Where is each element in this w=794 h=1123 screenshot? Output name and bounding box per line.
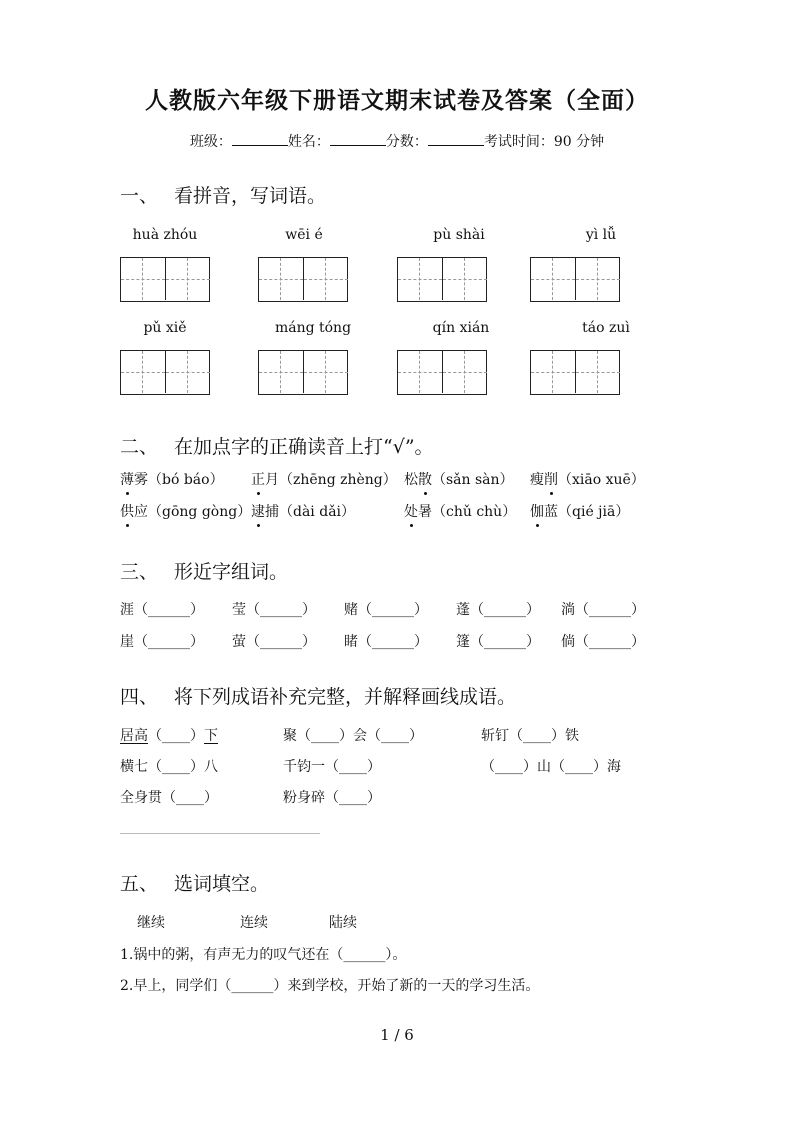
writing-box-3[interactable] [397, 257, 487, 302]
section-4-heading [120, 682, 516, 709]
pronunciation-item[interactable]: 松散（sǎn sàn） [404, 469, 514, 489]
class-blank[interactable] [232, 133, 288, 146]
section-4-title: 将下列成语补充完整，并解释画线成语。 [174, 686, 517, 708]
class-label: 班级： [189, 134, 232, 150]
writing-box-6[interactable] [258, 350, 348, 395]
pronunciation-item[interactable]: 伽蓝（qié jiā） [530, 501, 629, 521]
idiom-item[interactable]: 全身贯（____） [120, 790, 218, 806]
idiom-item[interactable]: 粉身碎（____） [283, 790, 381, 806]
section-2-number: 二、 [120, 436, 159, 458]
pinyin-8: táo zuì [582, 320, 630, 336]
exam-time: 考试时间：90 分钟 [483, 134, 605, 150]
writing-box-5[interactable] [120, 350, 210, 395]
word-choice: 继续 [137, 915, 165, 931]
writing-box-4[interactable] [530, 257, 620, 302]
pronunciation-item[interactable]: 逮捕（dài dǎi） [251, 501, 355, 521]
word-group-item[interactable]: 赌（______） [344, 602, 428, 618]
pinyin-4: yì lǚ [585, 227, 617, 243]
name-label: 姓名： [287, 134, 330, 150]
section-5-title: 选词填空。 [174, 873, 270, 895]
section-2-heading [120, 432, 434, 459]
pinyin-1: huà zhóu [132, 227, 198, 243]
page-title: 人教版六年级下册语文期末试卷及答案（全面） [145, 87, 649, 114]
word-group-item[interactable]: 涯（______） [120, 602, 204, 618]
section-1-title: 看拼音，写词语。 [174, 185, 327, 207]
section-3-heading [120, 557, 288, 584]
idiom-item[interactable]: 居高（____）下 [120, 728, 218, 744]
idiom-item[interactable]: 横七（____）八 [120, 759, 218, 775]
fill-question-1[interactable]: 1.锅中的粥，有声无力的叹气还在（______）。 [120, 947, 407, 963]
pronunciation-item[interactable]: 瘦削（xiāo xuē） [530, 469, 645, 489]
word-group-item[interactable]: 萤（______） [232, 634, 316, 650]
section-5-number: 五、 [120, 873, 159, 895]
word-choice: 连续 [240, 915, 268, 931]
section-1-number: 一、 [120, 185, 159, 207]
idiom-item[interactable]: 斩钉（____）铁 [481, 728, 579, 744]
section-3-number: 三、 [120, 561, 159, 583]
section-3-title: 形近字组词。 [174, 561, 289, 583]
pinyin-5: pǔ xiě [143, 320, 187, 336]
word-group-item[interactable]: 淌（______） [561, 602, 645, 618]
writing-box-2[interactable] [258, 257, 348, 302]
writing-box-1[interactable] [120, 257, 210, 302]
word-group-item[interactable]: 崖（______） [120, 634, 204, 650]
score-label: 分数： [385, 134, 428, 150]
fill-question-2[interactable]: 2.早上，同学们（______）来到学校，开始了新的一天的学习生活。 [120, 978, 540, 994]
pronunciation-item[interactable]: 处暑（chǔ chù） [404, 501, 516, 521]
word-choice: 陆续 [329, 915, 357, 931]
section-5-heading [120, 869, 269, 896]
page-number: 1 / 6 [380, 1026, 414, 1044]
score-blank[interactable] [428, 133, 484, 146]
writing-box-7[interactable] [397, 350, 487, 395]
pinyin-3: pù shài [433, 227, 485, 243]
word-group-item[interactable]: 睹（______） [344, 634, 428, 650]
section-4-number: 四、 [120, 686, 159, 708]
word-group-item[interactable]: 倘（______） [561, 634, 645, 650]
pinyin-2: wēi é [285, 227, 323, 243]
pronunciation-item[interactable]: 正月（zhēng zhèng） [251, 469, 397, 489]
pinyin-7: qín xián [432, 320, 490, 336]
word-group-item[interactable]: 篷（______） [456, 634, 540, 650]
section-2-title: 在加点字的正确读音上打“√”。 [174, 436, 434, 458]
idiom-item[interactable]: 聚（____）会（____） [283, 728, 423, 744]
pinyin-6: máng tóng [274, 320, 352, 336]
pronunciation-item[interactable]: 供应（gōng gòng） [120, 501, 251, 521]
name-blank[interactable] [330, 133, 386, 146]
pronunciation-item[interactable]: 薄雾（bó báo） [120, 469, 224, 489]
student-info-line [0, 131, 794, 151]
word-group-item[interactable]: 蓬（______） [456, 602, 540, 618]
idiom-item[interactable]: 千钧一（____） [283, 759, 381, 775]
section-1-heading [120, 181, 326, 208]
answer-separator-line [120, 833, 320, 834]
word-group-item[interactable]: 莹（______） [232, 602, 316, 618]
writing-box-8[interactable] [530, 350, 620, 395]
idiom-item[interactable]: （____）山（____）海 [481, 759, 621, 775]
